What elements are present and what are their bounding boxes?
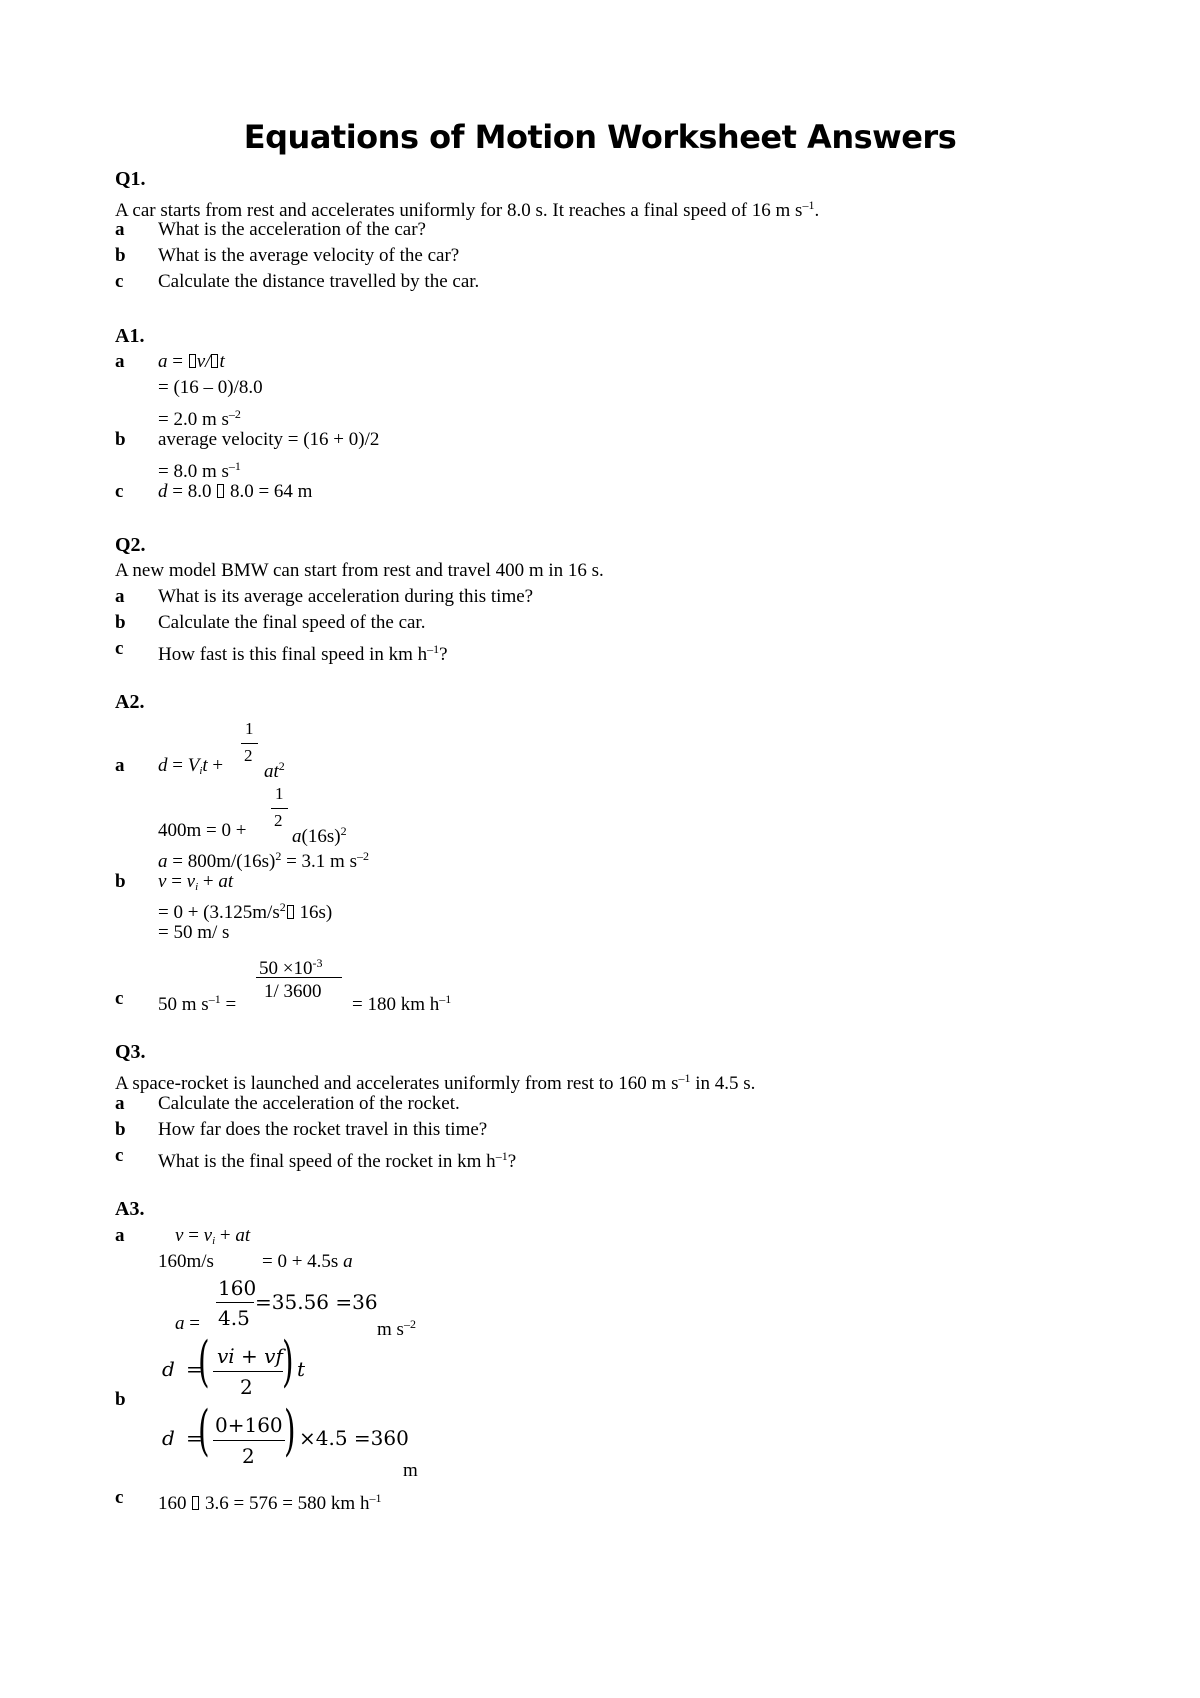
a2-a2-half-den: 2 [274,811,283,830]
a3-a-line3-unit: m $s^{-2}$ [377,1317,416,1340]
q1-label-b: b [115,245,126,266]
a3-a-frac-bar [216,1302,254,1303]
a1-b-line1: average velocity = (16 + 0)/2 [158,429,380,450]
a3-b1-num: vi + vf [217,1344,283,1368]
a3-label-b: b [115,1389,126,1410]
q3-part-a: Calculate the acceleration of the rocket. [158,1093,460,1114]
a3-b1-t: t [297,1357,306,1381]
a2-a-line2-left: 400m = 0 + [158,820,247,841]
a2-heading: A2. [115,691,145,713]
a3-label-c: c [115,1487,124,1508]
a3-a-line1: $v = v_i$ + at [175,1225,251,1247]
q2-stem: A new model BMW can start from rest and travel 400 m in 16 s. [115,560,604,581]
q3-part-b: How far does the rocket travel in this time? [158,1119,488,1140]
a3-a-frac-num: 160 [218,1276,257,1300]
q2-label-a: a [115,586,125,607]
a2-a-half-bar [241,743,258,744]
a3-b2-d: d [162,1426,175,1450]
q2-heading: Q2. [115,534,146,556]
a2-a-half-den: 2 [244,746,253,765]
q1-part-c: Calculate the distance travelled by the car. [158,271,480,292]
page-title: Equations of Motion Worksheet Answers [243,118,957,156]
q3-stem: A space-rocket is launched and accelerates uniformly from rest to 160 m $s^{-1}$ in 4.5 s. [115,1071,756,1094]
missing-glyph-icon [192,1496,199,1510]
q1-stem: A car starts from rest and accelerates uniformly for 8.0 s. It reaches a final speed of 16 m $s^{-1}$. [115,198,820,221]
a2-a-half-num: 1 [245,719,254,738]
a3-a-frac-result: =35.56 =36 [255,1290,378,1314]
q3-heading: Q3. [115,1041,146,1063]
q2-part-a: What is its average acceleration during this time? [158,586,534,607]
a3-b1-lparen: ( [198,1330,210,1393]
q1-label-c: c [115,271,124,292]
a3-a-line2-left: 160m/s [158,1251,214,1272]
a3-b2-num: 0+160 [215,1413,283,1437]
q2-part-c: How fast is this final speed in km $h^{-1}$? [158,642,448,665]
q1-label-a: a [115,219,125,240]
a3-a-frac-den: 4.5 [218,1306,250,1330]
a1-label-b: b [115,429,126,450]
a1-a-line2: = (16 – 0)/8.0 [158,377,263,398]
a1-b-line2: = 8.0 m $s^{-1}$ [158,459,241,482]
a3-b2-lparen: ( [198,1399,210,1462]
a3-b2-bar [213,1440,285,1441]
a3-b1-rparen: ) [282,1330,294,1393]
a2-a2-half-bar [271,808,288,809]
a2-a-line2-right: $a(16s)^2$ [292,824,347,847]
a3-b1-den: 2 [240,1375,253,1399]
a1-label-c: c [115,481,124,502]
a2-a-line1-right: $at^2$ [264,759,285,782]
a2-label-c: c [115,988,124,1009]
a2-c-frac-den: 1/ 3600 [264,981,322,1002]
a2-a2-half-num: 1 [275,784,284,803]
a3-b2-unit: m [403,1460,418,1481]
a2-label-b: b [115,871,126,892]
a1-a-line3: = 2.0 m $s^{-2}$ [158,407,241,430]
a3-a-line2-right: = 0 + 4.5s a [262,1251,353,1272]
a2-c-frac-bar [256,977,342,978]
a3-b1-eq: = [186,1357,203,1381]
q2-label-b: b [115,612,126,633]
missing-glyph-icon [217,484,224,498]
a1-heading: A1. [115,325,145,347]
a2-c-frac-num: $50 \times 10^{-3}$ [259,956,323,979]
a3-a-line3-left: a = [175,1313,200,1334]
q2-part-b: Calculate the final speed of the car. [158,612,426,633]
q3-label-a: a [115,1093,125,1114]
a2-c-right: = 180 km $h^{-1}$ [352,992,452,1015]
a3-b2-rparen: ) [284,1399,296,1462]
a3-label-a: a [115,1225,125,1246]
a3-b2-eq: = [186,1426,203,1450]
q1-part-a: What is the acceleration of the car? [158,219,426,240]
a3-heading: A3. [115,1198,145,1220]
q3-label-b: b [115,1119,126,1140]
missing-glyph-icon [189,354,196,368]
a1-a-line1: a = v/ t [158,351,225,372]
a3-b2-result: ×4.5 =360 [299,1426,409,1450]
a3-b1-d: d [162,1357,175,1381]
q2-label-c: c [115,638,124,659]
missing-glyph-icon [287,905,294,919]
a2-c-left: 50 m $s^{-1}$ = [158,992,237,1015]
q1-heading: Q1. [115,168,146,190]
a2-a-line1-left: $d = V_it$ + [158,755,224,777]
q3-part-c: What is the final speed of the rocket in km $h^{-1}$? [158,1149,517,1172]
a3-c-line1: 160 3.6 = 576 = 580 km $h^{-1}$ [158,1491,382,1514]
a1-label-a: a [115,351,125,372]
a1-c-line1: d = 8.0 8.0 = 64 m [158,481,313,502]
a2-b-line1: $v = v_i$ + at [158,871,234,893]
missing-glyph-icon [211,354,218,368]
a2-b-line2: = $0 + (3.125m/s^2$ 16s) [158,900,333,923]
a3-b1-bar [213,1371,283,1372]
a3-b2-den: 2 [242,1444,255,1468]
a2-label-a: a [115,755,125,776]
a2-a-line3: $a = 800m/(16s)^2 = 3.1$ m $s^{-2}$ [158,849,369,872]
q3-label-c: c [115,1145,124,1166]
q1-part-b: What is the average velocity of the car? [158,245,460,266]
a2-b-line3: = 50 m/ s [158,922,230,943]
